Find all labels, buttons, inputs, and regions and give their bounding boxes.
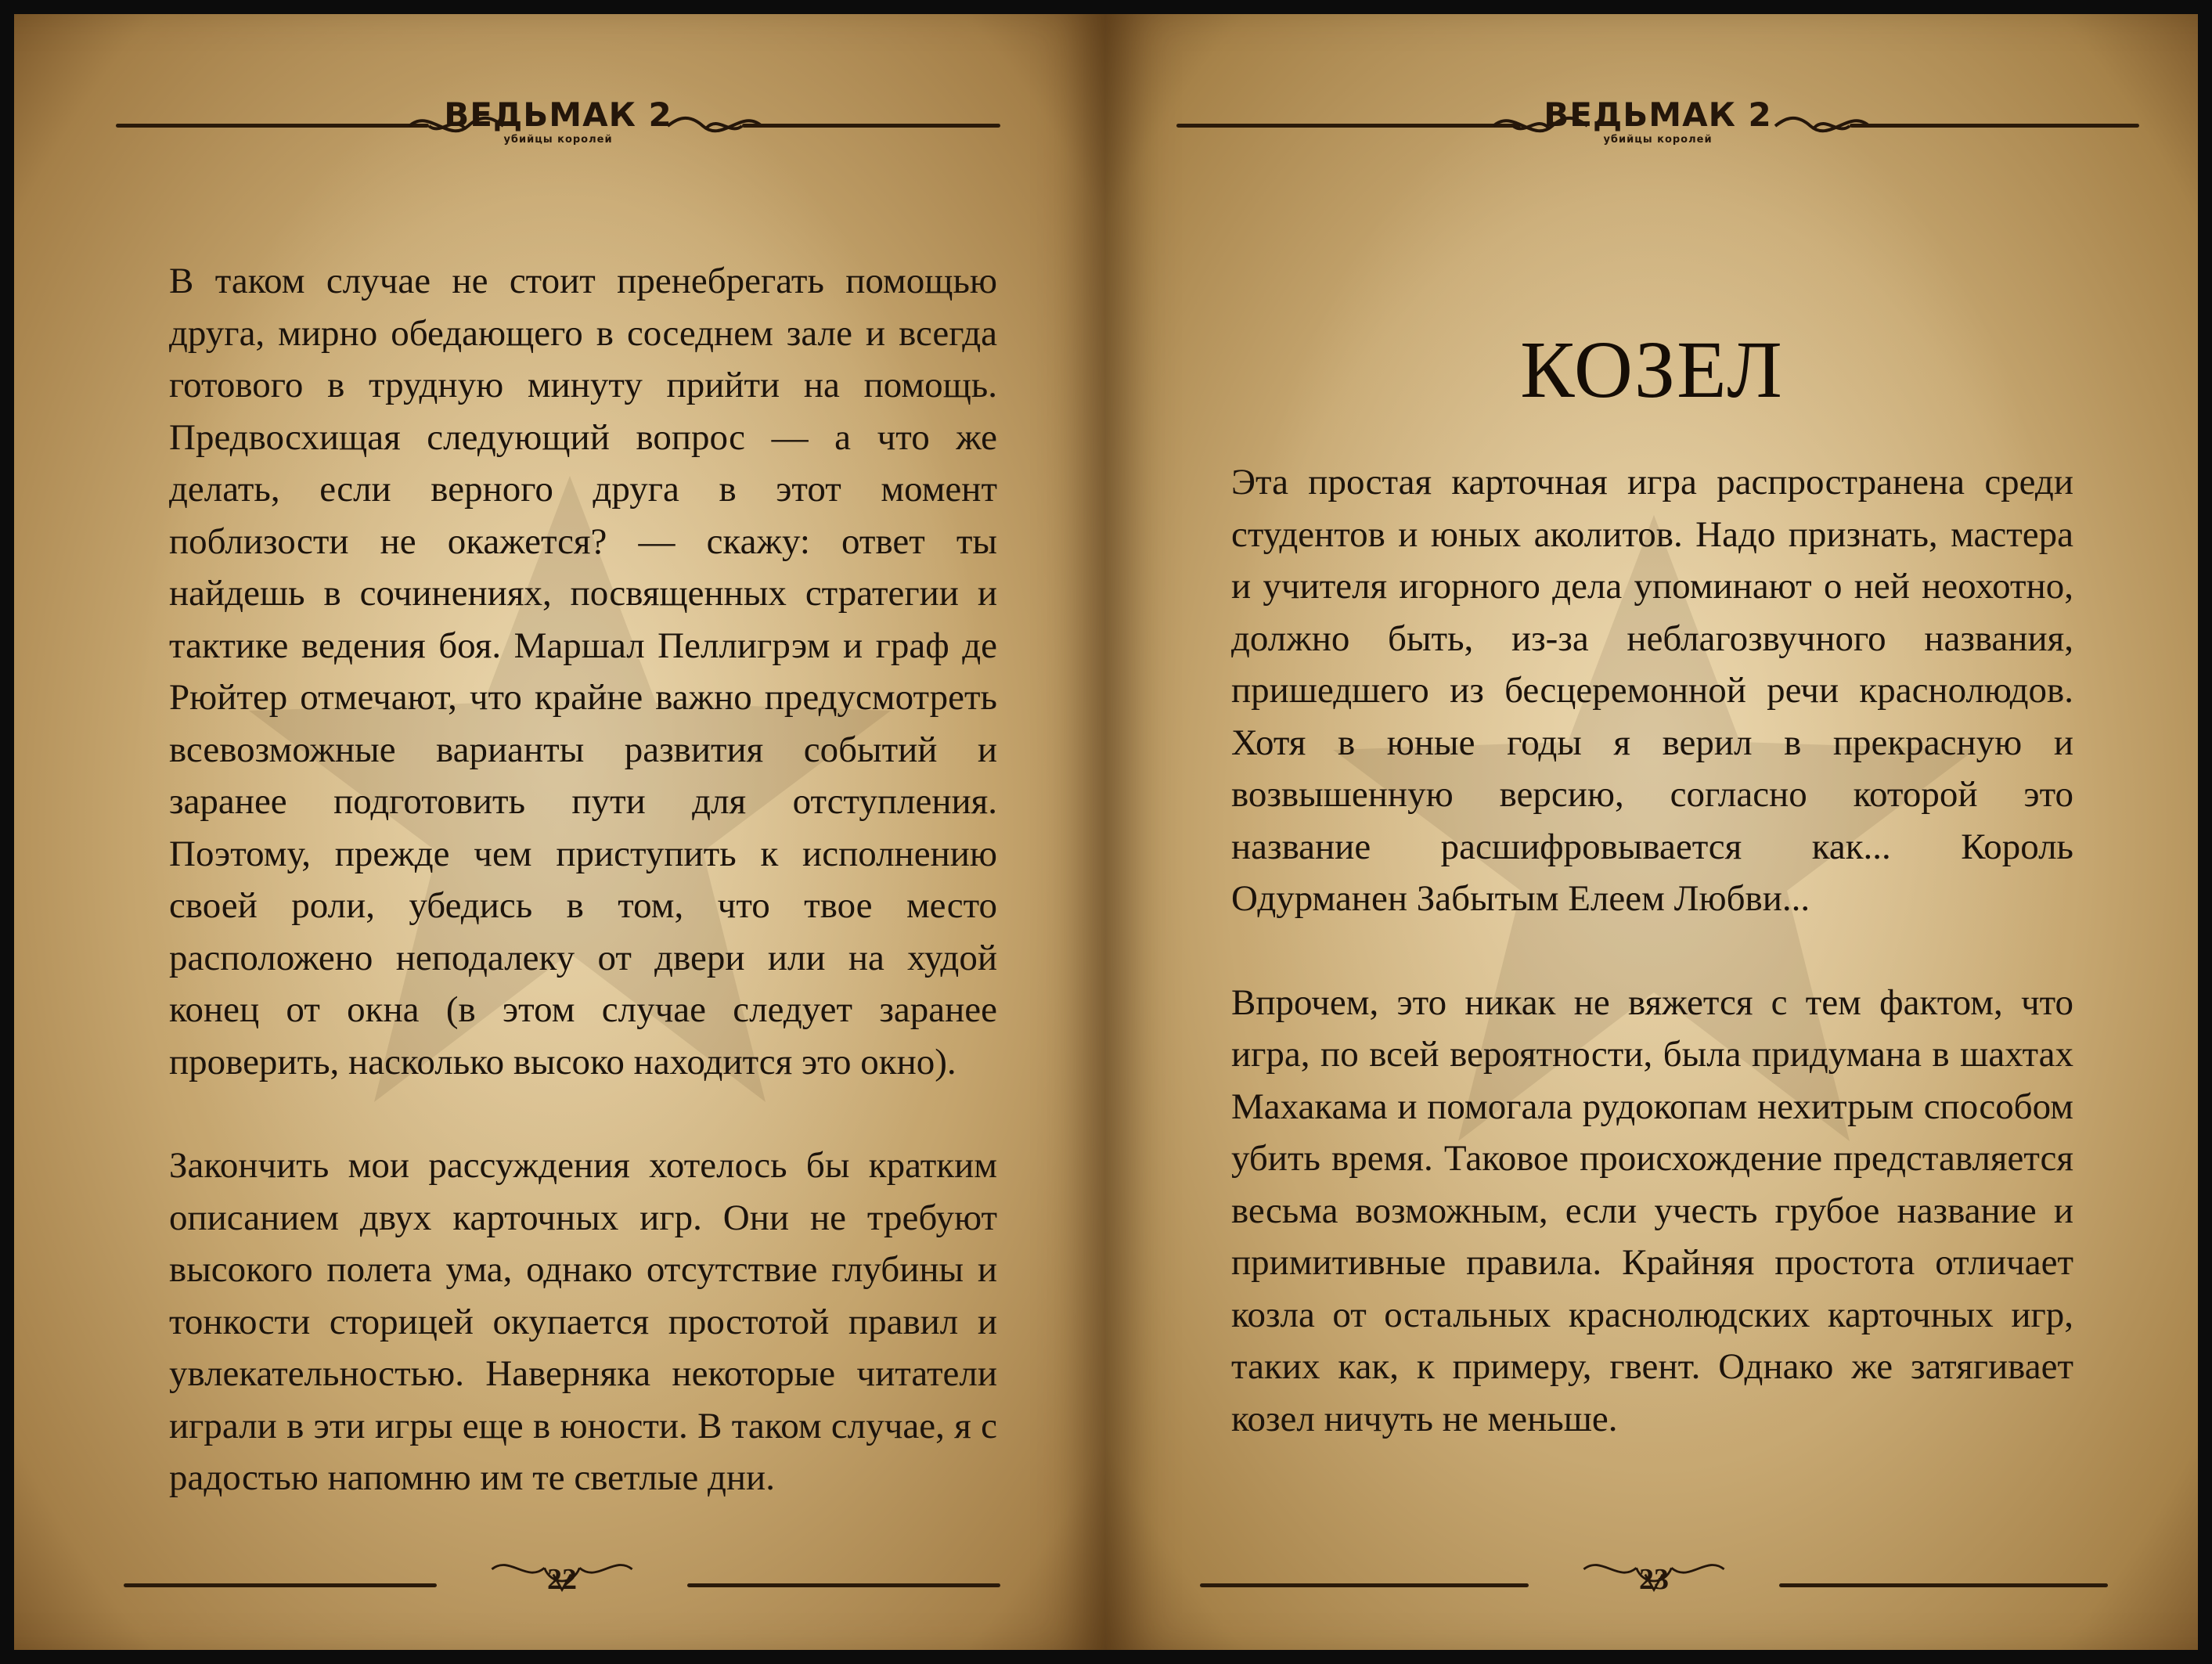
footer-rule-right [1779,1583,2108,1587]
header-rule-right [1850,124,2139,128]
chapter-title: КОЗЕЛ [1520,325,1784,415]
left-page-body [169,255,997,1504]
header-rule-right [742,124,1000,128]
page-footer [124,1548,1000,1626]
header-rule-left [116,124,429,128]
logo-subtitle: убийцы королей [1603,134,1713,146]
page-number: 22 [547,1563,577,1596]
left-page [14,14,1106,1650]
footer-rule-left [1200,1583,1529,1587]
paragraph: Эта простая карточная игра распространена среди студентов и юных аколитов. Надо признать, мастера и учителя игорного дела упоминают о ней неохотно, должно быть, из-за неблагозвучного названия, пришедшего из бесцеремонной речи краснолюдов. Хотя в юные годы я верил в прекрасную и возвышенную версию, согласно которой это название расшифровывается как... Король Одурманен Забытым Елеем Любви... [1231,462,2073,919]
footer-rule-right [687,1583,1000,1587]
page-header [1176,96,2139,167]
page-number: 23 [1639,1563,1669,1596]
paragraph: В таком случае не стоит пренебрегать помощью друга, мирно обедающего в соседнем зале и всегда готового в трудную минуту прийти на помощь. Предвосхищая следующий вопрос — а что же делать, если верного друга в этот момент поблизости не окажется? — скажу: ответ ты найдешь в сочинениях, посвященных стратегии и тактике ведения боя. Маршал Пеллигрэм и граф де Рюйтер отмечают, что крайне важно предусмотреть всевозможные варианты развития событий и заранее подготовить пути для отступления. Поэтому, прежде чем приступить к исполнению своей роли, убедись в том, что твое место расположено неподалеку от двери или на худой конец от окна (в этом случае следует заранее проверить, насколько высоко находится это окно). [169,261,997,1082]
logo-subtitle: убийцы королей [503,134,613,146]
paragraph: Закончить мои рассуждения хотелось бы кратким описанием двух карточных игр. Они не требуют высокого полета ума, однако отсутствие глубины и тонкости сторицей окупается простотой правил и увлекательностью. Наверняка некоторые читатели играли в эти игры еще в юности. В таком случае, я с радостью напомню им те светлые дни. [169,1145,997,1498]
logo-title: ВЕДЬМАК 2 [444,95,672,134]
page-footer [1200,1548,2108,1626]
game-logo [441,96,675,146]
game-logo [1540,96,1775,146]
header-rule-left [1176,124,1521,128]
footer-rule-left [124,1583,437,1587]
logo-title: ВЕДЬМАК 2 [1544,95,1772,134]
page-header [116,96,1000,167]
paragraph: Впрочем, это никак не вяжется с тем фактом, что игра, по всей вероятности, была придумана в шахтах Махакама и помогала рудокопам нехитрым способом убить время. Таковое происхождение представляется весьма возможным, если учесть грубое название и примитивные правила. Крайняя простота отличает козла от остальных краснолюдских карточных игр, таких как, к примеру, гвент. Однако же затягивает козел ничуть не меньше. [1231,981,2073,1439]
right-page [1106,14,2198,1650]
right-page-body [1231,456,2073,1445]
